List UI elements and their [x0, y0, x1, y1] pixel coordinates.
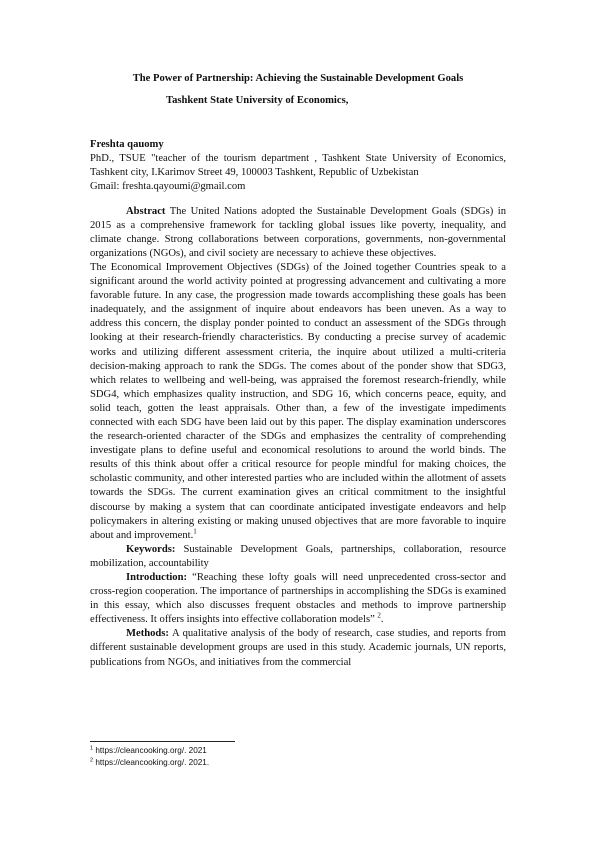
footnote-ref-2[interactable]: 2 — [377, 611, 381, 620]
keywords-paragraph — [90, 543, 506, 571]
footnote-2 — [90, 757, 209, 769]
institution: Tashkent State University of Economics, — [166, 95, 349, 107]
methods-paragraph — [90, 627, 506, 669]
footnote-divider — [90, 741, 235, 742]
abstract-paragraph — [90, 205, 506, 261]
introduction-paragraph — [90, 571, 506, 627]
footnote-number: 1 — [90, 745, 94, 752]
footnotes — [90, 745, 209, 768]
keywords-label: Keywords: — [126, 543, 176, 555]
methods-label: Methods: — [126, 628, 169, 640]
keywords-text: Sustainable Development Goals, partnerships, collaboration, resource mobilization, accountability — [90, 543, 506, 569]
footnote-number: 2 — [90, 756, 94, 763]
abstract-text: The United Nations adopted the Sustainable Development Goals (SDGs) in 2015 as a comprehensive framework for tackling global issues like poverty, inequality, and climate change. Strong collaborations between corporations, governments, non-governmental organizations (NGOs), and civil society are necessary to achieve these objectives. — [90, 205, 506, 259]
author-name: Freshta qauomy — [90, 139, 164, 151]
introduction-label: Introduction: — [126, 572, 188, 583]
paper-content — [90, 72, 506, 670]
footnote-1 — [90, 745, 209, 757]
footnote-text[interactable]: https://cleancooking.org/. 2021 — [93, 746, 207, 755]
abstract-body-text: The Economical Improvement Objectives (SDGs) of the Joined together Countries speak to a significant around the world activity pointed at progressing advancement and cultivating a more favorable future. In any case, the progression made towards accomplishing these goals has been inadequately, and the assignment of inquire about endeavors has been uneven. As a way to address this concern, the display ponder pointed to conduct an assessment of the SDGs through looking at their research-friendly characteristics. By conducting a precise survey of academic works and utilizing different assessment criteria, the inquire about utilized a multi-criteria decision-making approach to rank the SDGs. The comes about of the ponder show that SDG3, which relates to wellbeing and well-being, was appraised the foremost research-friendly, while SDG4, which emphasizes quality instruction, and SDG 16, which concerns peace, equity, and solid teach, gotten the least appraisals. Other than, a few of the investigate impediments connected with each SDG have been laid out by this paper. The display examination underscores the research-oriented character of the SDGs and emphasizes the centrality of comprehending investigate plans to define useful and economical resolutions to around the world binds. The results of this think about offer a critical resource for people mindful for making choices, the scholastic community, and other interested parties who are included within the allotment of assets towards the SDGs. The current examination gives an critical commitment to the insightful discourse by making a system that can coordinate anticipated investigate endeavors and help policymakers in altering existing or making unused objectives that are more favorable to inquire about and improvement. — [90, 261, 506, 541]
footnote-ref-1[interactable]: 1 — [193, 527, 197, 536]
abstract-body — [90, 261, 506, 543]
paper-title: The Power of Partnership: Achieving the Sustainable Development Goals — [132, 73, 464, 84]
introduction-text: “Reaching these lofty goals will need unprecedented cross-sector and cross-region cooperation. The importance of partnerships in accomplishing the SDGs is examined in this essay, which also discusses frequent obstacles and methods to improve partnership effectiveness. It offers insights into effective collaboration models” — [90, 572, 506, 626]
introduction-end: . — [380, 614, 384, 626]
author-affiliation: PhD., TSUE "teacher of the tourism department , Tashkent State University of Economics, Tashkent city, I.Karimov Street 49, 100003 Tashkent, Republic of Uzbekistan — [90, 153, 506, 179]
author-email: Gmail: freshta.qayoumi@gmail.com — [90, 181, 246, 193]
footnote-text[interactable]: https://cleancooking.org/. 2021. — [93, 757, 210, 767]
abstract-label: Abstract — [126, 205, 166, 217]
methods-text: A qualitative analysis of the body of research, case studies, and reports from different sustainable development groups are used in this study. Academic journals, UN reports, publications from NGOs, and initiatives from the commercial — [90, 628, 506, 668]
